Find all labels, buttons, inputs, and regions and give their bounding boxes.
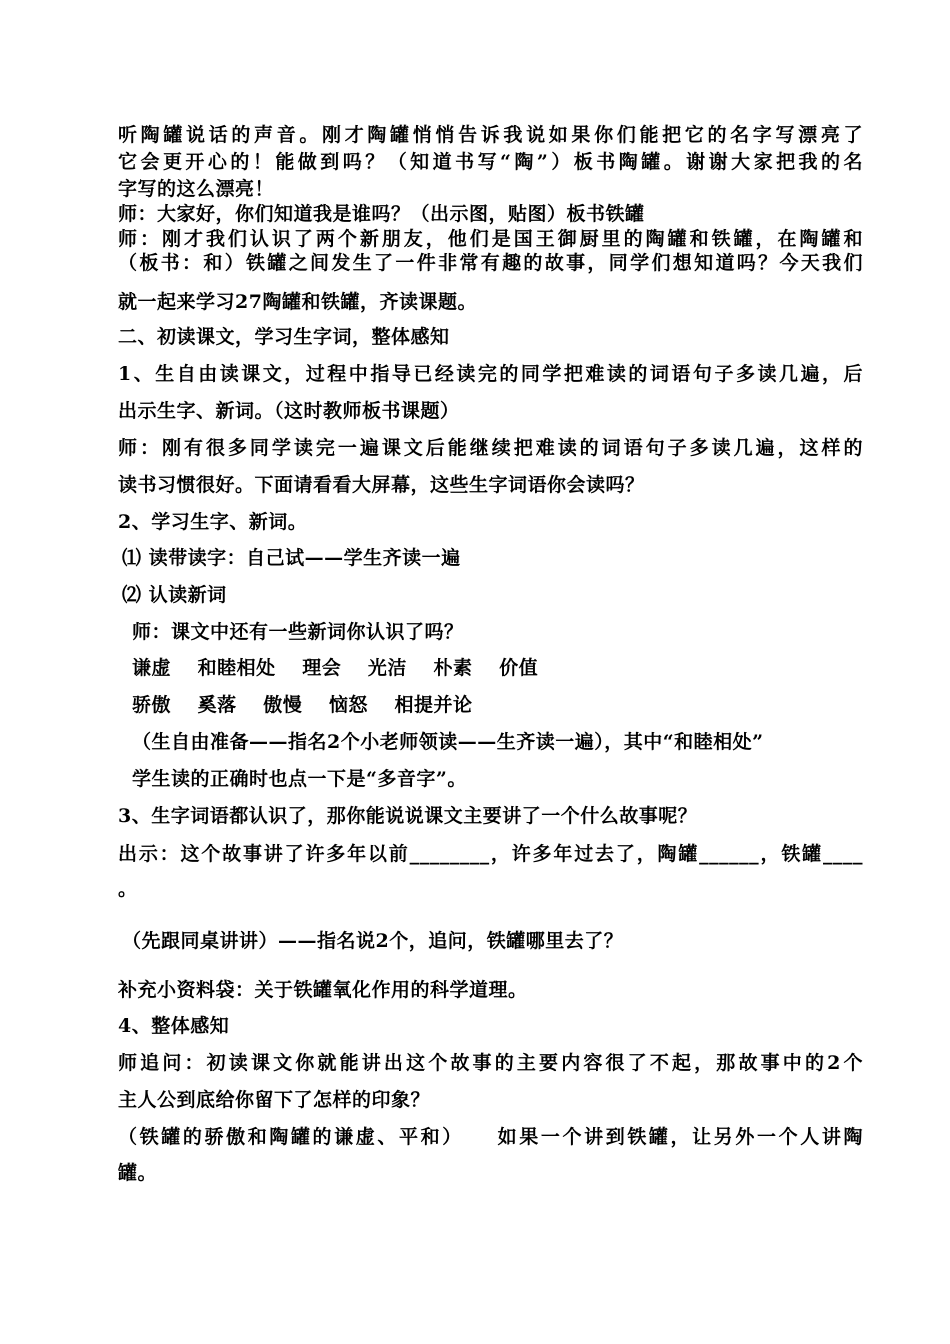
text-line-3: 字写的这么漂亮！: [118, 178, 275, 200]
text-line-28: 主人公到底给你留下了怎样的印象？: [118, 1089, 431, 1111]
text-line-26: 4、整体感知: [118, 1015, 230, 1037]
text-line-6: （板书：和）铁罐之间发生了一件非常有趣的故事，同学们想知道吗？今天我们: [118, 252, 863, 274]
text-line-19: （生自由准备——指名2个小老师领读——生齐读一遍），其中“和睦相处”: [132, 731, 764, 753]
text-line-16: 师：课文中还有一些新词你认识了吗？: [132, 621, 464, 643]
text-line-12: 读书习惯很好。下面请看看大屏幕，这些生字词语你会读吗？: [118, 474, 645, 496]
text-line-24: （先跟同桌讲讲）——指名说2个，追问，铁罐哪里去了？: [122, 930, 624, 952]
text-line-29: （铁罐的骄傲和陶罐的谦虚、平和） 如果一个讲到铁罐，让另外一个人讲陶: [118, 1126, 863, 1148]
text-line-22: 出示：这个故事讲了许多年以前________，许多年过去了，陶罐______，铁罐____: [118, 843, 863, 865]
vocabulary-line-1: 谦虚 和睦相处 理会 光洁 朴素 价值: [132, 657, 539, 679]
text-line-4: 师：大家好，你们知道我是谁吗？（出示图，贴图）板书铁罐: [118, 203, 645, 225]
text-line-1: 听陶罐说话的声音。刚才陶罐悄悄告诉我说如果你们能把它的名字写漂亮了: [118, 124, 863, 146]
text-line-2: 它会更开心的！能做到吗？（知道书写“陶”）板书陶罐。谢谢大家把我的名: [118, 151, 863, 173]
text-line-27: 师追问：初读课文你就能讲出这个故事的主要内容很了不起，那故事中的2个: [118, 1052, 863, 1074]
text-line-25: 补充小资料袋：关于铁罐氧化作用的科学道理。: [118, 979, 528, 1001]
text-line-21: 3、生字词语都认识了，那你能说说课文主要讲了一个什么故事呢？: [118, 805, 698, 827]
text-line-9: 1、生自由读课文，过程中指导已经读完的同学把难读的词语句子多读几遍，后: [118, 363, 863, 385]
text-line-7: 就一起来学习27陶罐和铁罐，齐读课题。: [118, 291, 477, 313]
vocabulary-line-2: 骄傲 奚落 傲慢 恼怒 相提并论: [132, 694, 473, 716]
text-line-20: 学生读的正确时也点一下是“多音字”。: [132, 768, 467, 790]
text-line-10: 出示生字、新词。（这时教师板书课题）: [118, 400, 460, 422]
text-line-30: 罐。: [118, 1162, 158, 1184]
text-line-15: ⑵ 认读新词: [122, 584, 227, 606]
text-line-5: 师：刚才我们认识了两个新朋友，他们是国王御厨里的陶罐和铁罐，在陶罐和: [118, 228, 863, 250]
text-line-23: 。: [118, 878, 138, 900]
text-line-13: 2、学习生字、新词。: [118, 511, 308, 533]
text-line-14: ⑴ 读带读字：自己试——学生齐读一遍: [122, 547, 461, 569]
section-heading: 二、初读课文，学习生字词，整体感知: [118, 326, 450, 348]
text-line-11: 师：刚有很多同学读完一遍课文后能继续把难读的词语句子多读几遍，这样的: [118, 437, 863, 459]
